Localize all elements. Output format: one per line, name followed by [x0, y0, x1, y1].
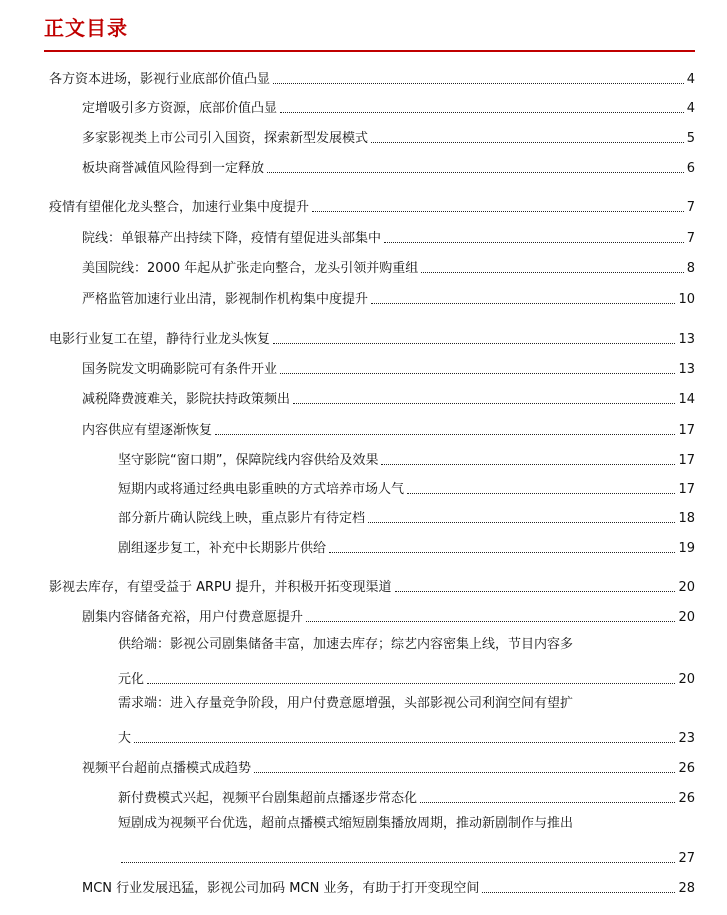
toc-page-number: 17 — [678, 423, 695, 438]
toc-entry-level-1[interactable] — [49, 326, 695, 348]
toc-entry-title: 视频平台超前点播模式成趋势 — [82, 761, 252, 776]
toc-page-number: 6 — [686, 161, 695, 176]
toc-page-number: 7 — [686, 231, 695, 246]
toc-entry-title: 剧集内容储备充裕，用户付费意愿提升 — [82, 610, 304, 625]
toc-entry-title-line[interactable]: 供给端：影视公司剧集储备丰富，加速去库存；综艺内容密集上线，节目内容多 — [118, 637, 574, 652]
toc-entry-level-3[interactable] — [118, 447, 695, 469]
toc-page-number: 27 — [678, 851, 695, 866]
toc-entry-title: 元化 — [118, 672, 145, 687]
toc-entry-title: 短期内或将通过经典电影重映的方式培养市场人气 — [118, 482, 405, 497]
toc-entry-level-3[interactable] — [118, 505, 695, 527]
toc-entry-title-line[interactable]: 短剧成为视频平台优选，超前点播模式缩短剧集播放周期，推动新剧制作与推出 — [118, 816, 574, 831]
toc-entry-title-line[interactable]: 需求端：进入存量竞争阶段，用户付费意愿增强，头部影视公司利润空间有望扩 — [118, 696, 574, 711]
toc-entry-level-2[interactable] — [82, 417, 695, 439]
toc-entry-level-3[interactable] — [118, 476, 695, 498]
dot-leader — [420, 802, 675, 803]
toc-page-number: 26 — [678, 761, 695, 776]
toc-page-number: 26 — [678, 791, 695, 806]
toc-entry-level-2[interactable] — [82, 604, 695, 626]
toc-entry-title: 多家影视类上市公司引入国资，探索新型发展模式 — [82, 131, 369, 146]
page-heading: 正文目录 — [44, 16, 128, 40]
toc-entry-title: 坚守影院“窗口期”，保障院线内容供给及效果 — [118, 453, 379, 468]
toc-entry-level-3[interactable] — [118, 535, 695, 557]
dot-leader — [371, 142, 684, 143]
dot-leader — [329, 552, 675, 553]
toc-entry-title: 电影行业复工在望，静待行业龙头恢复 — [49, 332, 271, 347]
dot-leader — [254, 772, 675, 773]
dot-leader — [280, 373, 675, 374]
toc-entry-level-1[interactable] — [49, 66, 695, 88]
dot-leader — [407, 493, 675, 494]
dot-leader — [395, 591, 676, 592]
toc-entry-level-2[interactable] — [82, 755, 695, 777]
toc-entry-title: 板块商誉减值风险得到一定释放 — [82, 161, 265, 176]
toc-page-number: 17 — [678, 482, 695, 497]
toc-page-number: 23 — [678, 731, 695, 746]
toc-page-number: 8 — [686, 261, 695, 276]
toc-entry-level-2[interactable] — [82, 386, 695, 408]
toc-page-number: 13 — [678, 362, 695, 377]
toc-entry-title: 内容供应有望逐渐恢复 — [82, 423, 213, 438]
toc-page-number: 4 — [686, 72, 695, 87]
toc-entry-level-2[interactable] — [82, 255, 695, 277]
toc-page-number: 20 — [678, 580, 695, 595]
dot-leader — [147, 683, 675, 684]
toc-entry-title: 大 — [118, 731, 132, 746]
dot-leader — [371, 303, 675, 304]
toc-entry-level-2[interactable] — [82, 875, 695, 897]
dot-leader — [381, 464, 675, 465]
toc-page-number: 4 — [686, 101, 695, 116]
toc-page-number: 13 — [678, 332, 695, 347]
dot-leader — [267, 172, 684, 173]
toc-entry-title: 严格监管加速行业出清，影视制作机构集中度提升 — [82, 292, 369, 307]
toc-page-number: 28 — [678, 881, 695, 896]
toc-entry-title: MCN 行业发展迅猛，影视公司加码 MCN 业务，有助于打开变现空间 — [82, 881, 480, 896]
toc-page-number: 18 — [678, 511, 695, 526]
toc-entry-level-1[interactable] — [49, 574, 695, 596]
toc-entry-title: 院线：单银幕产出持续下降，疫情有望促进头部集中 — [82, 231, 382, 246]
toc-entry-title: 新付费模式兴起，视频平台剧集超前点播逐步常态化 — [118, 791, 418, 806]
toc-entry-level-2[interactable] — [82, 95, 695, 117]
toc-entry-title: 减税降费渡难关，影院扶持政策频出 — [82, 392, 291, 407]
toc-entry-title: 剧组逐步复工，补充中长期影片供给 — [118, 541, 327, 556]
toc-entry-title: 美国院线：2000 年起从扩张走向整合，龙头引领并购重组 — [82, 261, 419, 276]
dot-leader — [293, 403, 675, 404]
toc-entry-title: 定增吸引多方资源，底部价值凸显 — [82, 101, 278, 116]
toc-entry-level-2[interactable] — [82, 125, 695, 147]
dot-leader — [312, 211, 684, 212]
toc-entry-title: 影视去库存，有望受益于 ARPU 提升，并积极开拓变现渠道 — [49, 580, 392, 595]
dot-leader — [215, 434, 675, 435]
toc-entry-level-2[interactable] — [82, 356, 695, 378]
toc-entry-level-2[interactable] — [82, 286, 695, 308]
dot-leader — [306, 621, 675, 622]
toc-entry-title: 各方资本进场，影视行业底部价值凸显 — [49, 72, 271, 87]
dot-leader — [273, 343, 675, 344]
dot-leader — [280, 112, 684, 113]
dot-leader — [482, 892, 675, 893]
toc-page-number: 5 — [686, 131, 695, 146]
toc-entry-title: 疫情有望催化龙头整合，加速行业集中度提升 — [49, 200, 310, 215]
dot-leader — [368, 522, 675, 523]
toc-entry-level-3[interactable] — [118, 666, 695, 688]
toc-entry-level-3[interactable] — [118, 785, 695, 807]
toc-entry-level-1[interactable] — [49, 194, 695, 216]
toc-entry-level-3[interactable] — [118, 845, 695, 867]
toc-page-number: 10 — [678, 292, 695, 307]
toc-page-number: 14 — [678, 392, 695, 407]
toc-entry-level-3[interactable] — [118, 725, 695, 747]
dot-leader — [121, 862, 675, 863]
toc-page-number: 19 — [678, 541, 695, 556]
dot-leader — [134, 742, 675, 743]
toc-page-number: 17 — [678, 453, 695, 468]
dot-leader — [273, 83, 684, 84]
toc-entry-level-2[interactable] — [82, 155, 695, 177]
toc-entry-level-2[interactable] — [82, 225, 695, 247]
toc-page-number: 20 — [678, 610, 695, 625]
toc-page-number: 20 — [678, 672, 695, 687]
toc-page-number: 7 — [686, 200, 695, 215]
toc-entry-title: 国务院发文明确影院可有条件开业 — [82, 362, 278, 377]
dot-leader — [384, 242, 684, 243]
dot-leader — [421, 272, 684, 273]
toc-entry-title: 部分新片确认院线上映，重点影片有待定档 — [118, 511, 366, 526]
